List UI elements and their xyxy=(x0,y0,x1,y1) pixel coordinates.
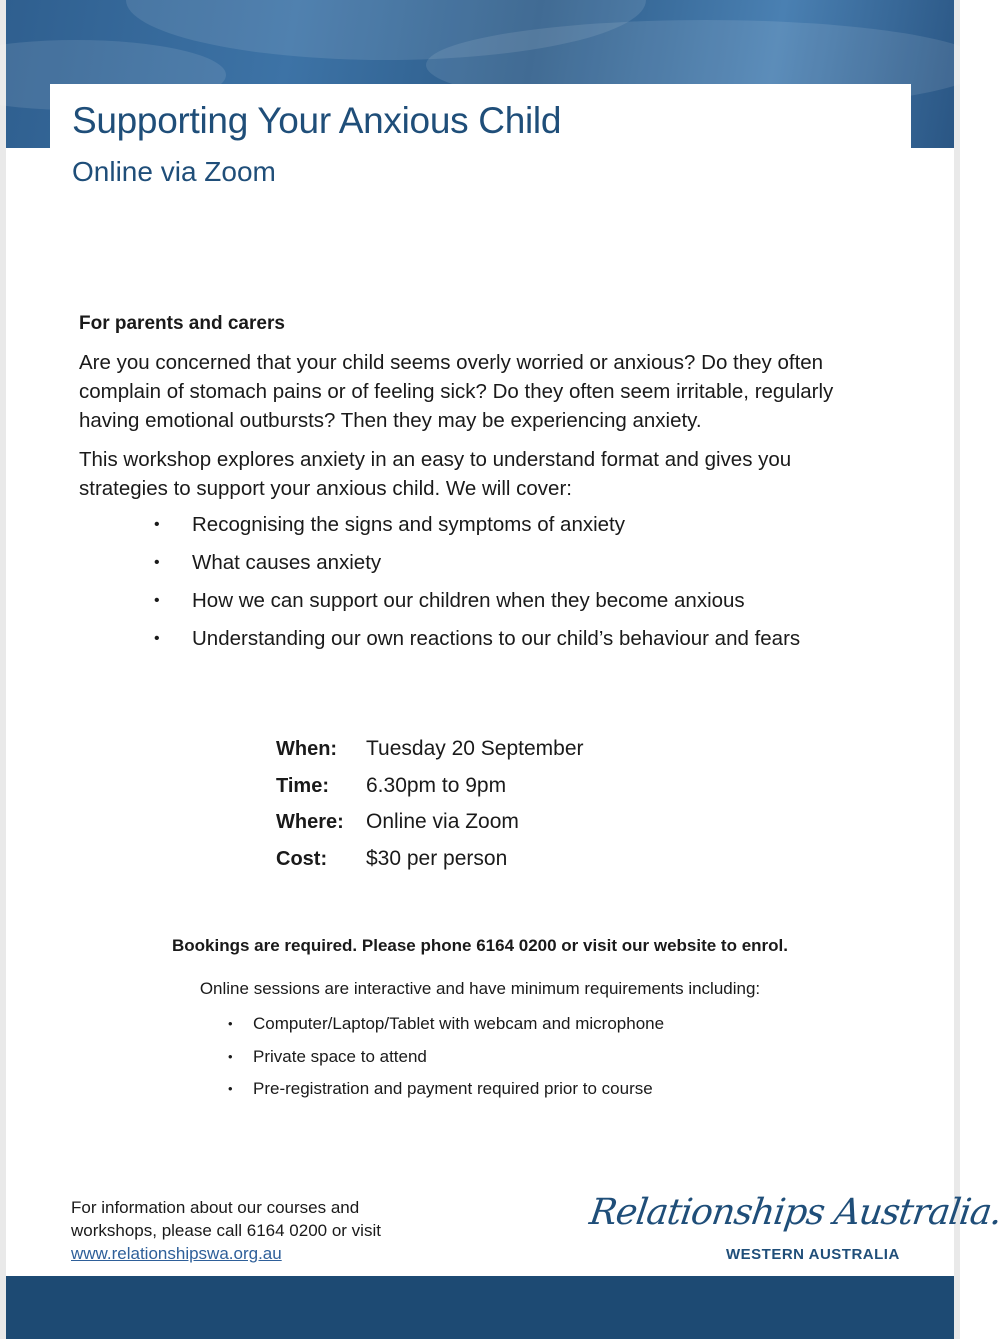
requirement-text: Pre-registration and payment required prior to course xyxy=(253,1079,653,1098)
requirement-text: Private space to attend xyxy=(253,1046,427,1066)
list-item xyxy=(150,506,800,544)
list-item xyxy=(150,620,800,658)
topic-text: Understanding our own reactions to our child’s behaviour and fears xyxy=(192,627,801,650)
time-label: Time: xyxy=(276,774,329,797)
requirements-list xyxy=(226,1008,664,1106)
topic-text: What causes anxiety xyxy=(192,551,382,574)
list-item xyxy=(226,1008,664,1041)
audience-heading: For parents and carers xyxy=(79,313,285,334)
website-link[interactable]: www.relationshipswa.org.au xyxy=(71,1244,282,1263)
list-item xyxy=(226,1041,664,1074)
logo-wordmark: Relationships Australia. xyxy=(587,1192,1004,1233)
logo-subtitle: WESTERN AUSTRALIA xyxy=(726,1246,900,1263)
topics-list xyxy=(150,506,800,658)
list-item xyxy=(226,1073,664,1106)
right-edge xyxy=(954,0,960,1339)
where-value: Online via Zoom xyxy=(366,810,519,833)
footer-bar xyxy=(6,1276,954,1339)
detail-row-where xyxy=(276,804,584,841)
topic-text: Recognising the signs and symptoms of anxiety xyxy=(192,513,626,536)
detail-row-time xyxy=(276,768,584,805)
topic-text: How we can support our children when they become anxious xyxy=(192,589,745,612)
page-title: Supporting Your Anxious Child xyxy=(72,100,562,141)
bullet-icon: • xyxy=(154,630,160,647)
when-label: When: xyxy=(276,738,338,760)
event-details xyxy=(276,731,584,877)
cost-value: $30 per person xyxy=(366,846,508,870)
bullet-icon: • xyxy=(154,554,160,571)
relationships-australia-logo xyxy=(587,1192,1004,1272)
footer-info-line1: For information about our courses and xyxy=(71,1198,360,1217)
bullet-icon: • xyxy=(228,1081,233,1096)
list-item xyxy=(150,544,800,582)
workshop-paragraph: This workshop explores anxiety in an easy to understand format and gives you strategies to support your anxious child. We will cover: xyxy=(79,448,792,500)
page-subtitle: Online via Zoom xyxy=(72,156,276,187)
bookings-notice: Bookings are required. Please phone 6164 0200 or visit our website to enrol. xyxy=(172,936,788,955)
detail-row-cost xyxy=(276,841,584,878)
where-label: Where: xyxy=(276,811,344,833)
footer-info-line2: workshops, please call 6164 0200 or visit xyxy=(71,1221,381,1240)
footer-info xyxy=(71,1196,431,1265)
bullet-icon: • xyxy=(154,516,160,533)
bullet-icon: • xyxy=(154,592,160,609)
intro-paragraph: Are you concerned that your child seems overly worried or anxious? Do they often complain of stomach pains or of feeling sick? Do they often seem irritable, regularly having emotional outbursts? Then they may be experiencing anxiety. xyxy=(79,351,834,432)
bullet-icon: • xyxy=(228,1048,233,1064)
cost-label: Cost: xyxy=(276,847,328,870)
detail-row-when xyxy=(276,731,584,768)
requirement-text: Computer/Laptop/Tablet with webcam and microphone xyxy=(253,1014,665,1033)
bullet-icon: • xyxy=(228,1016,233,1031)
when-value: Tuesday 20 September xyxy=(366,737,584,760)
list-item xyxy=(150,582,800,620)
requirements-intro: Online sessions are interactive and have minimum requirements including: xyxy=(199,979,761,998)
time-value: 6.30pm to 9pm xyxy=(366,773,507,797)
